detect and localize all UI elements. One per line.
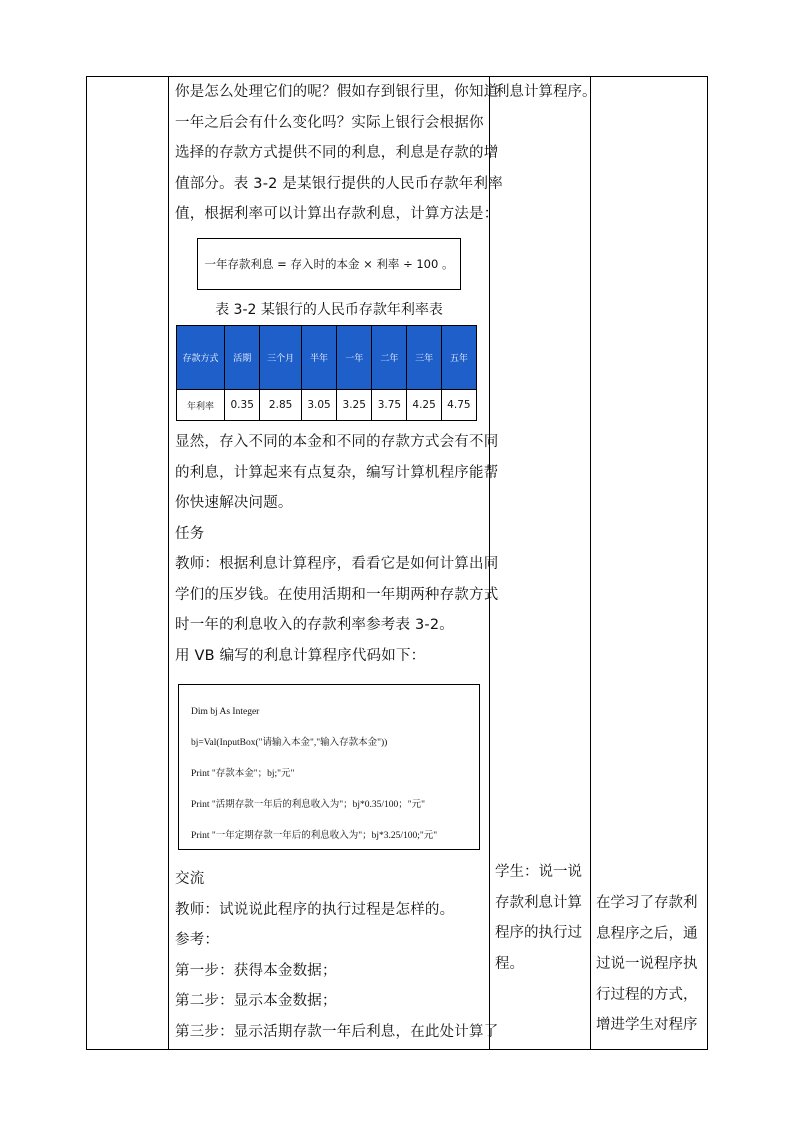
code-line: bj=Val(InputBox("请输入本金","输入存款本金"))	[191, 738, 388, 748]
value-cell: 2.85	[260, 390, 302, 421]
formula-box	[197, 238, 461, 290]
column-1-cell	[87, 77, 168, 1049]
col3-top-text: 利息计算程序。	[495, 84, 597, 100]
intent-line: 增进学生对程序	[596, 1017, 698, 1033]
paragraph-line: 你快速解决问题。	[175, 495, 293, 511]
intro-line: 你是怎么处理它们的呢？假如存到银行里，你知道	[175, 84, 499, 100]
student-activity-column	[490, 77, 597, 1049]
code-box	[178, 684, 480, 850]
intent-line: 息程序之后，通	[596, 925, 698, 942]
exchange-heading: 交流	[175, 871, 205, 887]
header-cell: 活期	[225, 326, 260, 390]
design-intent-column	[591, 77, 707, 1049]
header-cell: 三年	[407, 326, 441, 390]
lesson-plan-table	[86, 76, 708, 1050]
code-line: Dim bj As Integer	[191, 707, 260, 717]
value-cell: 0.35	[225, 390, 260, 421]
value-cell: 4.25	[407, 390, 441, 421]
code-line: Print "一年定期存款一年后的利息收入为"；bj*3.25/100;"元"	[191, 831, 438, 841]
intro-line: 一年之后会有什么变化吗？实际上银行会根据你	[175, 114, 484, 131]
value-cell: 4.75	[441, 390, 476, 421]
code-line: Print "存款本金"；bj;"元"	[191, 769, 295, 779]
intent-line: 在学习了存款利	[596, 895, 698, 911]
student-line: 存款利息计算	[495, 894, 582, 911]
header-cell: 一年	[337, 326, 372, 390]
header-cell: 五年	[441, 326, 476, 390]
table-caption: 表 3-2 某银行的人民币存款年利率表	[215, 302, 443, 318]
intro-line: 选择的存款方式提供不同的利息，利息是存款的增	[175, 145, 499, 161]
paragraph-line: 显然，存入不同的本金和不同的存款方式会有不同	[175, 434, 499, 450]
row-label-cell: 年利率	[177, 390, 225, 421]
paragraph-line: 第三步：显示活期存款一年后利息，在此处计算了	[175, 1023, 499, 1040]
student-line: 程序的执行过	[495, 925, 582, 941]
value-cell: 3.05	[301, 390, 336, 421]
student-line: 学生：说一说	[495, 864, 582, 880]
paragraph-line: 第二步：显示本金数据；	[175, 993, 337, 1009]
intro-line: 值，根据利率可以计算出存款利息，计算方法是：	[175, 206, 499, 222]
header-cell: 二年	[372, 326, 407, 390]
intent-line: 行过程的方式，	[596, 986, 698, 1003]
header-cell: 三个月	[260, 326, 302, 390]
intro-paragraph	[175, 77, 503, 230]
design-intent-text	[596, 888, 698, 1041]
value-cell: 3.75	[372, 390, 407, 421]
intent-line: 过说一说程序执	[596, 956, 698, 972]
paragraph-line: 第一步：获得本金数据；	[175, 962, 337, 979]
paragraph-line: 用 VB 编写的利息计算程序代码如下：	[175, 647, 426, 664]
paragraph-line: 教师：根据利息计算程序，看看它是如何计算出同	[175, 556, 499, 572]
paragraph-line: 时一年的利息收入的存款利率参考表 3-2。	[175, 617, 454, 633]
intro-line: 值部分。表 3-2 是某银行提供的人民币存款年利率	[175, 175, 503, 192]
rate-table-header-row	[177, 326, 477, 390]
student-activity-text	[495, 857, 582, 979]
student-line: 程。	[495, 955, 524, 972]
paragraph-line: 的利息，计算起来有点复杂，编写计算机程序能帮	[175, 464, 499, 481]
paragraph-line: 参考：	[175, 932, 220, 948]
header-cell: 半年	[301, 326, 336, 390]
teaching-content-column	[169, 77, 503, 1049]
formula-text: 一年存款利息 = 存入时的本金 × 利率 ÷ 100 。	[204, 257, 454, 271]
paragraph-line: 学们的压岁钱。在使用活期和一年期两种存款方式	[175, 586, 499, 603]
after-table-paragraph	[175, 427, 498, 671]
paragraph-line: 教师：试说说此程序的执行过程是怎样的。	[175, 901, 455, 918]
interest-rate-table	[176, 325, 477, 421]
task-heading: 任务	[175, 525, 205, 542]
value-cell: 3.25	[337, 390, 372, 421]
rate-table-value-row	[177, 390, 477, 421]
header-cell: 存款方式	[177, 326, 225, 390]
code-line: Print "活期存款一年后的利息收入为"；bj*0.35/100；"元"	[191, 800, 426, 810]
exchange-section	[175, 864, 498, 1047]
